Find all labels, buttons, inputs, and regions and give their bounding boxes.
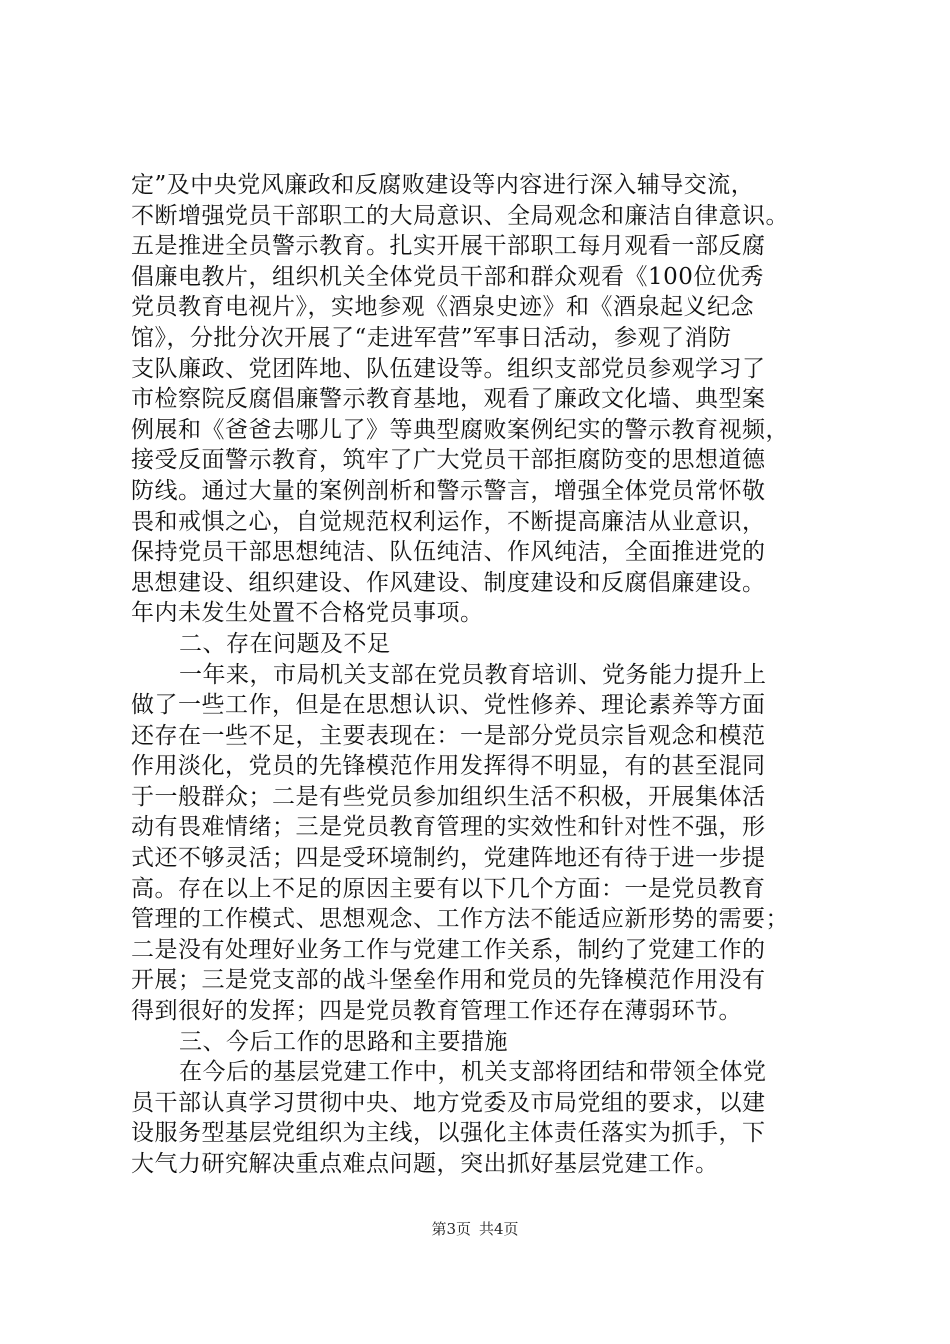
text-line: 党员教育电视片》，实地参观《酒泉史迹》和《酒泉起义纪念 <box>131 294 754 321</box>
text-line: 畏和戒惧之心，自觉规范权利运作，不断提高廉洁从业意识， <box>131 508 766 535</box>
text-line: 高。存在以上不足的原因主要有以下几个方面：一是党员教育 <box>131 875 766 902</box>
text-line: 员干部认真学习贯彻中央、地方党委及市局党组的要求，以建 <box>131 1089 766 1116</box>
text-line: 思想建设、组织建设、作风建设、制度建设和反腐倡廉建设。 <box>131 569 766 596</box>
text-line: 式还不够灵活；四是受环境制约，党建阵地还有待于进一步提 <box>131 845 766 872</box>
text-line: 管理的工作模式、思想观念、工作方法不能适应新形势的需要； <box>131 906 789 933</box>
text-line: 馆》，分批分次开展了“走进军营”军事日活动，参观了消防 <box>131 324 732 351</box>
text-line: 还存在一些不足，主要表现在：一是部分党员宗旨观念和模范 <box>131 722 766 749</box>
text-line: 做了一些工作，但是在思想认识、党性修养、理论素养等方面 <box>131 692 766 719</box>
document-body <box>131 170 837 1180</box>
text-line: 得到很好的发挥；四是党员教育管理工作还存在薄弱环节。 <box>131 998 742 1025</box>
text-line: 设服务型基层党组织为主线，以强化主体责任落实为抓手，下 <box>131 1120 766 1147</box>
text-line: 五是推进全员警示教育。扎实开展干部职工每月观看一部反腐 <box>131 233 766 260</box>
text-line: 保持党员干部思想纯洁、队伍纯洁、作风纯洁，全面推进党的 <box>131 539 766 566</box>
paragraph-first-line: 在今后的基层党建工作中，机关支部将团结和带领全体党 <box>179 1059 767 1086</box>
text-line: 支队廉政、党团阵地、队伍建设等。组织支部党员参观学习了 <box>131 355 766 382</box>
text-line: 动有畏难情绪；三是党员教育管理的实效性和针对性不强，形 <box>131 814 766 841</box>
text-line: 防线。通过大量的案例剖析和警示警言，增强全体党员常怀敬 <box>131 477 766 504</box>
text-line: 例展和《爸爸去哪儿了》等典型腐败案例纪实的警示教育视频， <box>131 416 789 443</box>
text-line: 定”及中央党风廉政和反腐败建设等内容进行深入辅导交流， <box>131 172 755 198</box>
text-line: 开展；三是党支部的战斗堡垒作用和党员的先锋模范作用没有 <box>131 967 766 994</box>
section-heading: 三、今后工作的思路和主要措施 <box>179 1028 508 1055</box>
page-number: 第3页 <box>431 1220 471 1238</box>
text-line: 年内未发生处置不合格党员事项。 <box>131 600 484 627</box>
page-total: 共4页 <box>479 1220 519 1238</box>
text-line: 大气力研究解决重点难点问题，突出抓好基层党建工作。 <box>131 1151 719 1177</box>
paragraph-first-line: 一年来，市局机关支部在党员教育培训、党务能力提升上 <box>179 661 767 688</box>
text-line: 不断增强党员干部职工的大局意识、全局观念和廉洁自律意识。 <box>131 202 789 229</box>
text-line: 市检察院反腐倡廉警示教育基地，观看了廉政文化墙、典型案 <box>131 386 766 413</box>
text-line: 接受反面警示教育，筑牢了广大党员干部拒腐防变的思想道德 <box>131 447 766 474</box>
text-line: 作用淡化，党员的先锋模范作用发挥得不明显，有的甚至混同 <box>131 753 766 780</box>
text-line: 二是没有处理好业务工作与党建工作关系，制约了党建工作的 <box>131 936 766 963</box>
text-line: 于一般群众；二是有些党员参加组织生活不积极，开展集体活 <box>131 783 766 810</box>
section-heading: 二、存在问题及不足 <box>179 630 391 657</box>
text-line: 倡廉电教片，组织机关全体党员干部和群众观看《100位优秀 <box>131 263 764 290</box>
page-footer <box>0 1219 950 1239</box>
